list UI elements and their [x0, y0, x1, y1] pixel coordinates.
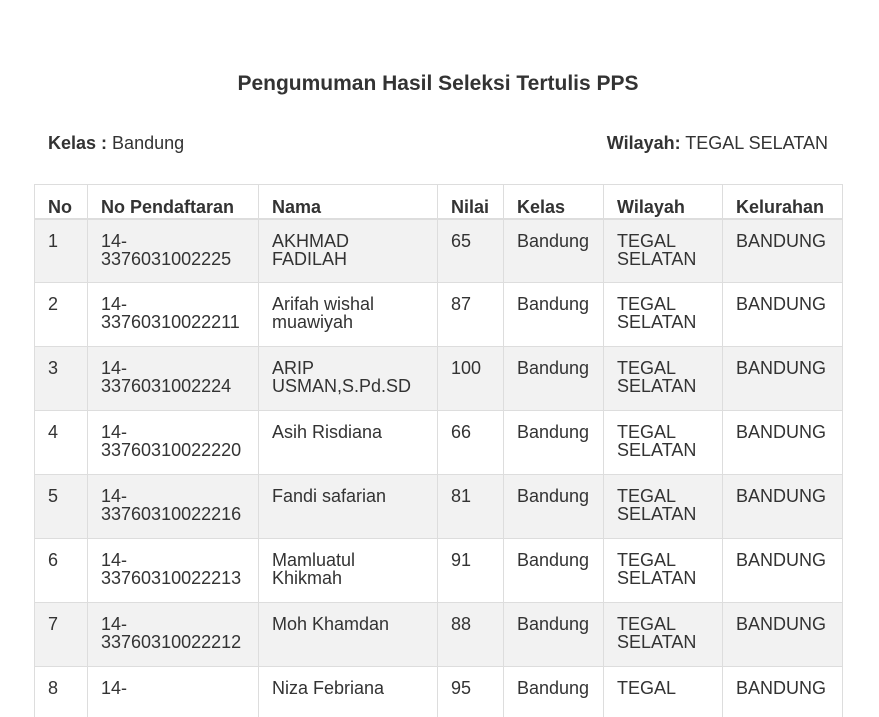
cell-nilai: [438, 667, 504, 717]
cell-wilayah-text: TEGAL: [617, 678, 677, 698]
header-kelas: Kelas: [504, 185, 604, 219]
cell-wilayah-text: TEGAL: [617, 614, 677, 634]
cell-nilai-text: 88: [451, 614, 472, 634]
cell-no: [35, 667, 88, 717]
cell-no: [35, 347, 88, 411]
cell-kelas: [504, 219, 604, 283]
cell-kelurahan: [723, 283, 843, 347]
cell-wilayah: [604, 411, 723, 475]
cell-no: [35, 411, 88, 475]
cell-wilayah-text: TEGAL: [617, 422, 677, 442]
cell-wilayah: [604, 603, 723, 667]
cell-nama: [259, 283, 438, 347]
cell-wilayah-text: TEGAL: [617, 550, 677, 570]
cell-nama-text: USMAN,S.Pd.SD: [272, 376, 412, 396]
cell-no-pendaftaran-text: 33760310022211: [101, 312, 240, 332]
wilayah-label: Wilayah:: [606, 133, 681, 153]
cell-no-text: 7: [48, 614, 59, 634]
cell-no: [35, 603, 88, 667]
cell-nama-text: muawiyah: [272, 312, 354, 332]
cell-no-pendaftaran-text: 14-: [101, 422, 128, 442]
cell-kelurahan: [723, 667, 843, 717]
cell-wilayah: [604, 283, 723, 347]
cell-no-pendaftaran-text: 3376031002225: [101, 248, 232, 269]
cell-nilai-text: 95: [451, 678, 472, 698]
wilayah-value: TEGAL SELATAN: [685, 133, 828, 153]
table-body: [35, 219, 843, 717]
header-kelurahan: Kelurahan: [723, 185, 843, 219]
cell-wilayah: [604, 219, 723, 283]
cell-no-pendaftaran-text: 14-: [101, 550, 128, 570]
cell-kelurahan-text: BANDUNG: [736, 486, 827, 506]
cell-kelas: [504, 347, 604, 411]
cell-wilayah-text: SELATAN: [617, 440, 697, 460]
cell-no-pendaftaran: [88, 347, 259, 411]
cell-nama: [259, 475, 438, 539]
cell-no-text: 2: [48, 294, 59, 314]
table-row: [35, 283, 843, 347]
table-row: [35, 411, 843, 475]
cell-no-pendaftaran-text: 14-: [101, 230, 128, 251]
cell-no-pendaftaran-text: 33760310022212: [101, 632, 242, 652]
cell-kelas: [504, 475, 604, 539]
cell-wilayah: [604, 539, 723, 603]
cell-kelas-text: Bandung: [517, 358, 590, 378]
table-row: [35, 603, 843, 667]
cell-nilai-text: 100: [451, 358, 482, 378]
cell-kelurahan: [723, 219, 843, 283]
cell-kelas: [504, 539, 604, 603]
cell-kelas-text: Bandung: [517, 422, 590, 442]
cell-kelas: [504, 603, 604, 667]
cell-kelurahan-text: BANDUNG: [736, 614, 827, 634]
cell-no-pendaftaran-text: 14-: [101, 614, 128, 634]
cell-no-pendaftaran: [88, 475, 259, 539]
cell-nilai: [438, 411, 504, 475]
cell-no-pendaftaran-text: 3376031002224: [101, 376, 232, 396]
cell-wilayah-text: SELATAN: [617, 248, 697, 269]
cell-kelas: [504, 283, 604, 347]
kelas-label: Kelas :: [48, 133, 108, 153]
cell-nama: [259, 219, 438, 283]
cell-kelas-text: Bandung: [517, 486, 590, 506]
header-no: No: [35, 185, 88, 219]
cell-nama-text: Mamluatul: [272, 550, 356, 570]
header-wilayah: Wilayah: [604, 185, 723, 219]
table-row: [35, 539, 843, 603]
cell-kelurahan-text: BANDUNG: [736, 678, 827, 698]
cell-no: [35, 475, 88, 539]
cell-kelas: [504, 411, 604, 475]
cell-no-pendaftaran: [88, 411, 259, 475]
cell-no-text: 3: [48, 358, 59, 378]
cell-nama: [259, 347, 438, 411]
cell-nama-text: Arifah wishal: [272, 294, 375, 314]
table-header-row: [35, 185, 843, 219]
kelas-value: Bandung: [112, 133, 185, 153]
cell-wilayah-text: SELATAN: [617, 632, 697, 652]
cell-no-pendaftaran-text: 14-: [101, 294, 128, 314]
cell-no-text: 4: [48, 422, 59, 442]
cell-wilayah-text: TEGAL: [617, 358, 677, 378]
cell-nilai: [438, 539, 504, 603]
cell-kelas-text: Bandung: [517, 678, 590, 698]
cell-no-pendaftaran: [88, 219, 259, 283]
cell-no-text: 8: [48, 678, 59, 698]
cell-kelas-text: Bandung: [517, 550, 590, 570]
cell-no-text: 6: [48, 550, 59, 570]
cell-nama: [259, 539, 438, 603]
cell-kelas-text: Bandung: [517, 614, 590, 634]
cell-wilayah: [604, 667, 723, 717]
cell-wilayah-text: TEGAL: [617, 486, 677, 506]
cell-nama-text: Asih Risdiana: [272, 422, 383, 442]
cell-nama-text: Niza Febriana: [272, 678, 385, 698]
header-nilai: Nilai: [438, 185, 504, 219]
cell-wilayah-text: SELATAN: [617, 504, 697, 524]
cell-kelurahan-text: BANDUNG: [736, 550, 827, 570]
cell-nama: [259, 411, 438, 475]
cell-nama-text: Moh Khamdan: [272, 614, 390, 634]
page-title: Pengumuman Hasil Seleksi Tertulis PPS: [237, 72, 639, 95]
cell-nilai-text: 66: [451, 422, 472, 442]
cell-nama-text: Fandi safarian: [272, 486, 387, 506]
cell-nama-text: ARIP: [272, 358, 315, 378]
cell-kelurahan: [723, 475, 843, 539]
header-nama: Nama: [259, 185, 438, 219]
table-row: [35, 667, 843, 717]
cell-kelurahan: [723, 411, 843, 475]
cell-nama-text: AKHMAD: [272, 230, 350, 251]
cell-no-pendaftaran: [88, 539, 259, 603]
cell-no-pendaftaran: [88, 283, 259, 347]
cell-nilai: [438, 475, 504, 539]
cell-wilayah-text: TEGAL: [617, 294, 677, 314]
cell-no-pendaftaran: [88, 603, 259, 667]
cell-no-pendaftaran-text: 14-: [101, 678, 128, 698]
cell-kelurahan-text: BANDUNG: [736, 294, 827, 314]
table-row: [35, 219, 843, 283]
cell-nama-text: Khikmah: [272, 568, 343, 588]
table-row: [35, 475, 843, 539]
cell-nilai: [438, 603, 504, 667]
cell-no-pendaftaran-text: 33760310022216: [101, 504, 242, 524]
kelas-info: [48, 133, 184, 154]
cell-no-pendaftaran-text: 14-: [101, 486, 128, 506]
cell-nama-text: FADILAH: [272, 248, 348, 269]
cell-kelurahan: [723, 539, 843, 603]
cell-no-text: 1: [48, 230, 59, 251]
cell-no: [35, 219, 88, 283]
cell-nilai: [438, 219, 504, 283]
cell-kelas-text: Bandung: [517, 230, 590, 251]
cell-wilayah-text: SELATAN: [617, 312, 697, 332]
cell-nilai-text: 65: [451, 230, 472, 251]
cell-kelurahan-text: BANDUNG: [736, 358, 827, 378]
cell-kelurahan: [723, 603, 843, 667]
cell-no-pendaftaran-text: 33760310022213: [101, 568, 242, 588]
cell-nilai: [438, 283, 504, 347]
table-row: [35, 347, 843, 411]
cell-wilayah-text: SELATAN: [617, 568, 697, 588]
wilayah-info: [607, 133, 828, 154]
cell-nilai-text: 87: [451, 294, 472, 314]
cell-no-text: 5: [48, 486, 59, 506]
cell-kelurahan-text: BANDUNG: [736, 422, 827, 442]
cell-kelurahan-text: BANDUNG: [736, 230, 827, 251]
cell-no-pendaftaran-text: 14-: [101, 358, 128, 378]
cell-wilayah-text: TEGAL: [617, 230, 677, 251]
cell-nilai-text: 91: [451, 550, 472, 570]
cell-no: [35, 283, 88, 347]
cell-no: [35, 539, 88, 603]
results-table: [34, 184, 843, 717]
cell-kelas: [504, 667, 604, 717]
cell-no-pendaftaran-text: 33760310022220: [101, 440, 242, 460]
cell-wilayah: [604, 347, 723, 411]
cell-nilai: [438, 347, 504, 411]
cell-nama: [259, 603, 438, 667]
cell-kelas-text: Bandung: [517, 294, 590, 314]
cell-nilai-text: 81: [451, 486, 472, 506]
cell-nama: [259, 667, 438, 717]
header-no-pendaftaran: No Pendaftaran: [88, 185, 259, 219]
cell-no-pendaftaran: [88, 667, 259, 717]
cell-kelurahan: [723, 347, 843, 411]
cell-wilayah-text: SELATAN: [617, 376, 697, 396]
cell-wilayah: [604, 475, 723, 539]
